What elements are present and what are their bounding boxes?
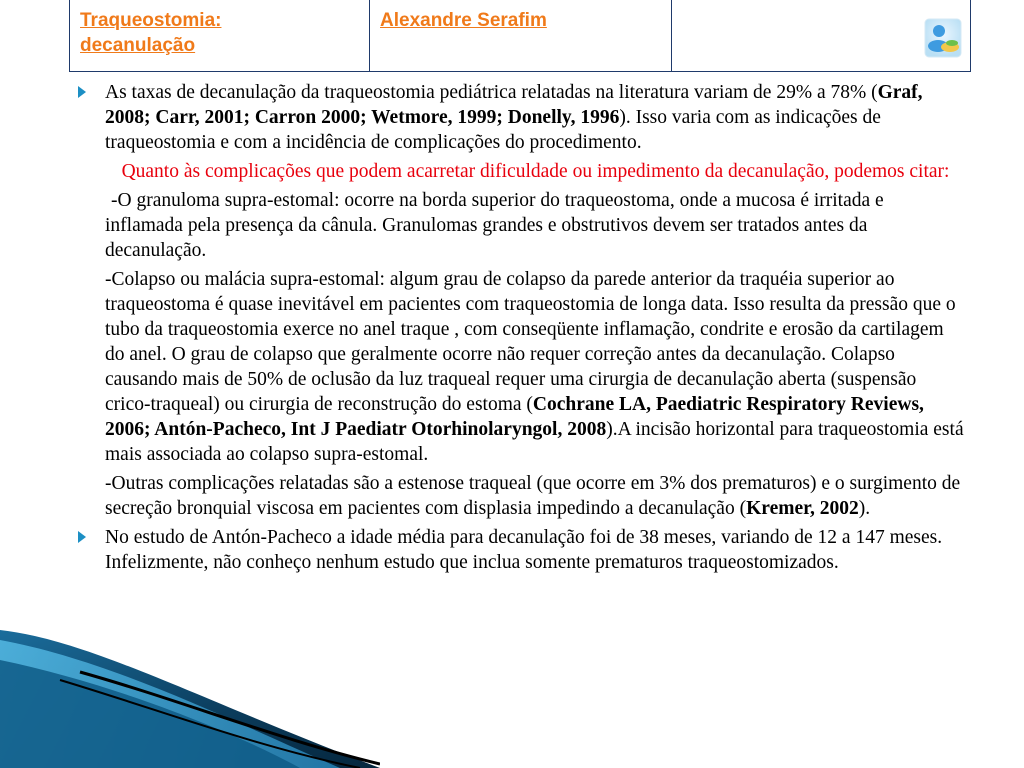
header-table	[69, 0, 971, 72]
bullet-paragraph-2	[76, 525, 966, 575]
title-link-line2[interactable]: decanulação	[80, 35, 196, 56]
text: -Outras complicações relatadas são a estenose traqueal (que ocorre em 3% dos prematuros) e o surgimento de secreção bronquial viscosa em pacientes com displasia impedindo a decanulação (	[105, 473, 961, 519]
bullet-arrow-icon	[78, 86, 86, 98]
text: ).A incisão horizontal para traqueostomia está mais associada ao colapso supra-estomal.	[105, 419, 964, 465]
text: No estudo de Antón-Pacheco a idade média para decanulação foi de 38 meses, variando de 12 a 147 meses. Infelizmente, não conheço nenhum estudo que inclua somente prematuros traqueostomizados.	[105, 527, 943, 573]
title-link-line1[interactable]: Traqueostomia:	[80, 10, 222, 31]
granuloma-paragraph	[76, 188, 966, 263]
text: -Colapso ou malácia supra-estomal: algum grau de colapso da parede anterior da traquéia superior ao traqueostoma é quase inevitável em pacientes com traqueostomia de longa data. Isso resulta da pressão que o tubo da traqueostomia exerce no anel traque , com conseqüente inflamação, condrite e erosão da cartilagem do anel. O grau de colapso que geralmente ocorre não requer correção antes da decanulação. Colapso causando mais de 50% de oclusão da luz traqueal requer uma cirurgia de decanulação aberta (suspensão crico-traqueal) ou cirurgia de reconstrução do estoma (	[105, 269, 956, 415]
outras-complicacoes-paragraph	[76, 471, 966, 521]
text: ). Isso varia com as indicações de traqueostomia e com a incidência de complicações do procedimento.	[105, 107, 881, 153]
decorative-swoosh	[0, 600, 380, 768]
header-cell-logo	[671, 0, 970, 71]
bullet-arrow-icon	[78, 531, 86, 543]
author-link[interactable]: Alexandre Serafim	[380, 10, 547, 31]
header-cell-author	[369, 0, 671, 71]
citation: Graf, 2008; Carr, 2001; Carron 2000; Wetmore, 1999; Donelly, 1996	[105, 82, 923, 128]
person-with-globe-icon	[924, 18, 962, 58]
bullet-paragraph-1	[76, 80, 966, 155]
text: As taxas de decanulação da traqueostomia pediátrica relatadas na literatura variam de 29% a 78% (	[105, 82, 878, 103]
citation: Kremer, 2002	[746, 498, 859, 519]
citation: Cochrane LA, Paediatric Respiratory Reviews, 2006; Antón-Pacheco, Int J Paediatr Otorhinolaryngol, 2008	[105, 394, 924, 440]
text: -O granuloma supra-estomal: ocorre na borda superior do traqueostoma, onde a mucosa é irritada e inflamada pela presença da cânula. Granulomas grandes e obstrutivos devem ser tratados antes da decanulação.	[105, 190, 884, 261]
slide-content	[76, 80, 966, 579]
colapso-paragraph	[76, 267, 966, 467]
red-intro-text: Quanto às complicações que podem acarretar dificuldade ou impedimento da decanulação, podemos citar:	[121, 161, 950, 182]
text: ).	[858, 498, 871, 519]
header-cell-title	[70, 0, 369, 71]
